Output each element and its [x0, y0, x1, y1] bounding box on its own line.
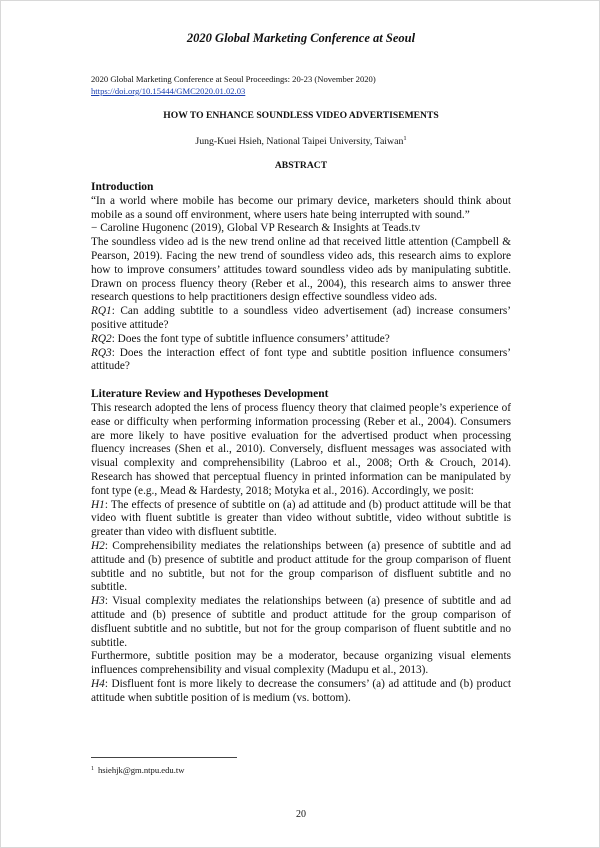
hypothesis-label: H2 [91, 539, 105, 552]
author-footnote-mark: 1 [403, 135, 407, 142]
page-number: 20 [296, 809, 306, 820]
hypothesis-4 [91, 678, 511, 706]
hypothesis-label: H3 [91, 595, 105, 608]
footnote [91, 765, 184, 775]
moderator-paragraph: Furthermore, subtitle position may be a moderator, because organizing visual elements influences comprehensibility and visual complexity (Madupu et al., 2013). [91, 650, 511, 677]
intro-paragraph: The soundless video ad is the new trend online ad that received little attention (Campbell & Pearson, 2019). Facing the new trend of soundless video ads, this research aims to explore how to improve consumers’ attitudes toward soundless video ads by manipulating subtitle. Drawn on process fluency theory (Reber et al., 2004), this research aims to answer three research questions to help practitioners design effective soundless video ads. [91, 236, 511, 304]
section-heading-literature-review: Literature Review and Hypotheses Development [91, 388, 329, 401]
section-spacer [91, 374, 511, 388]
author-names: Jung-Kuei Hsieh, National Taipei University, Taiwan [195, 136, 404, 147]
rq-label: RQ1 [91, 305, 112, 318]
paper-title: HOW TO ENHANCE SOUNDLESS VIDEO ADVERTISEMENTS [163, 110, 439, 121]
author-line [1, 135, 600, 147]
research-question-1 [91, 305, 511, 333]
doi-link[interactable]: https://doi.org/10.15444/GMC2020.01.02.03 [91, 86, 246, 96]
hypothesis-text: : Comprehensibility mediates the relationships between (a) presence of subtitle and ad attitude and (b) presence of subtitle and product attitude for the group comparison of fluent subtitle and no subtitle, but not for the group comparison of disfluent subtitle and no subtitle. [91, 539, 511, 594]
footnote-email: hsiehjk@gm.ntpu.edu.tw [98, 765, 185, 775]
proceedings-citation: 2020 Global Marketing Conference at Seoul Proceedings: 20-23 (November 2020) [91, 74, 376, 84]
rq-text: : Does the interaction effect of font type and subtitle position influence consumers’ attitude? [91, 346, 511, 373]
footnote-mark: 1 [91, 766, 94, 772]
citation-block [91, 73, 376, 97]
rq-text: : Does the font type of subtitle influence consumers’ attitude? [111, 332, 390, 345]
hypothesis-text: : The effects of presence of subtitle on (a) ad attitude and (b) product attitude will be that video with fluent subtitle is greater than video without subtitle, video without subtitle is greater than video with disfluent subtitle. [91, 498, 511, 539]
running-head: 2020 Global Marketing Conference at Seoul [186, 31, 416, 45]
hypothesis-text: : Visual complexity mediates the relationships between (a) presence of subtitle and ad attitude and (b) presence of subtitle and product attitude for the group comparison of disfluent subtitle and no subtitle, but not for the group comparison of fluent subtitle and no subtitle. [91, 595, 511, 649]
abstract-heading: ABSTRACT [274, 160, 328, 171]
epigraph-source: − Caroline Hugonenc (2019), Global VP Research & Insights at Teads.tv [91, 222, 421, 235]
research-question-2 [91, 333, 511, 347]
hypothesis-3 [91, 595, 511, 650]
literature-paragraph: This research adopted the lens of process fluency theory that claimed people’s experience of ease or difficulty when performing information processing (Reber et al., 2004). Consumers are more likely to have positive evaluation for the advertised product when processing fluency increases (Shen et al., 2010). Conversely, disfluent messages was associated with visual complexity and comprehensibility (Labroo et al., 2008; Orth & Crouch, 2014). Research has showed that perceptual fluency in printed information can be manipulated by font type (e.g., Mead & Hardesty, 2018; Motyka et al., 2016). Accordingly, we posit: [91, 401, 511, 497]
hypothesis-text: : Disfluent font is more likely to decrease the consumers’ (a) ad attitude and (b) product attitude when subtitle position of is medium (vs. bottom). [91, 677, 511, 704]
research-question-3 [91, 347, 511, 375]
hypothesis-label: H1 [91, 498, 105, 511]
paper-body [91, 181, 511, 705]
footnote-divider [91, 757, 237, 758]
rq-label: RQ3 [91, 346, 112, 359]
hypothesis-2 [91, 540, 511, 595]
rq-text: : Can adding subtitle to a soundless video advertisement (ad) increase consumers’ positive attitude? [91, 305, 511, 331]
epigraph-quote: “In a world where mobile has become our primary device, marketers should think about mobile as a sound off environment, where users hate being interrupted with sound.” [91, 194, 511, 221]
hypothesis-label: H4 [91, 677, 105, 690]
section-heading-introduction: Introduction [91, 181, 154, 193]
rq-label: RQ2 [91, 332, 112, 345]
hypothesis-1 [91, 499, 511, 540]
